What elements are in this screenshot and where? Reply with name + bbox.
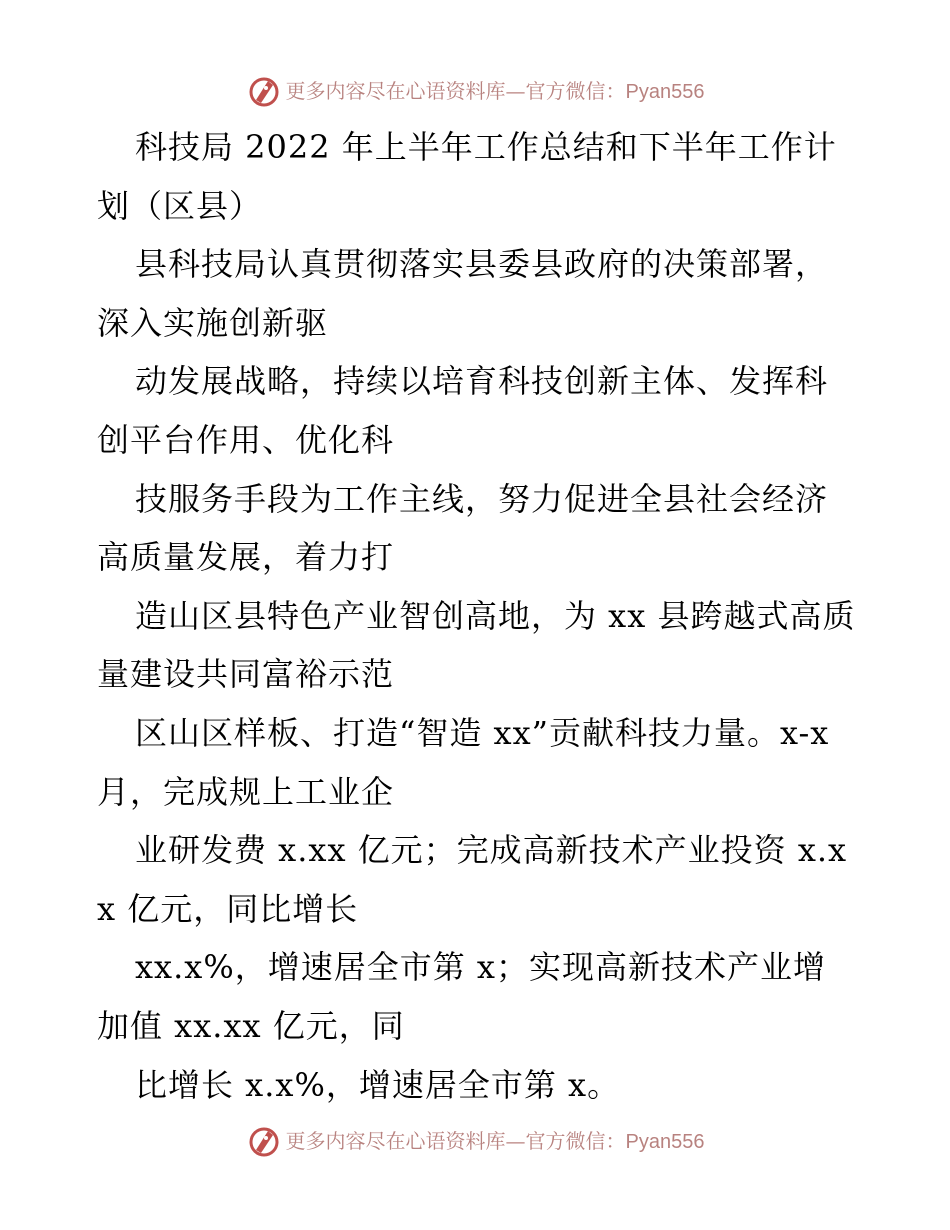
doc-paragraph: 县科技局认真贯彻落实县委县政府的决策部署，深入实施创新驱 [97,245,829,342]
watermark-text: 更多内容尽在心语资料库—官方微信：Pyan556 [285,1128,705,1153]
doc-paragraph: 造山区县特色产业智创高地，为 xx 县跨越式高质量建设共同富裕示范 [97,596,856,694]
doc-paragraph: 比增长 x.x%，增速居全市第 x。 [135,1065,621,1104]
doc-paragraph: 业研发费 x.xx 亿元；完成高新技术产业投资 x.xx 亿元，同比增长 [97,831,848,928]
watermark-text: 更多内容尽在心语资料库—官方微信：Pyan556 [285,78,705,103]
doc-paragraph: 动发展战略，持续以培育科技创新主体、发挥科创平台作用、优化科 [97,362,829,459]
doc-paragraph: 区山区样板、打造“智造 xx”贡献科技力量。x-x 月，完成规上工业企 [97,713,830,811]
doc-paragraph-title: 科技局 2022 年上半年工作总结和下半年工作计划（区县） [97,128,837,225]
document-body [97,118,857,1114]
watermark-banner-top [0,71,950,111]
doc-paragraph: xx.x%，增速居全市第 x；实现高新技术产业增加值 xx.xx 亿元，同 [97,948,826,1045]
pen-nib-circle-icon [246,1123,282,1159]
doc-paragraph: 技服务手段为工作主线，努力促进全县社会经济高质量发展，着力打 [97,479,829,577]
watermark-banner-bottom [0,1121,950,1161]
pen-nib-circle-icon [246,73,282,109]
